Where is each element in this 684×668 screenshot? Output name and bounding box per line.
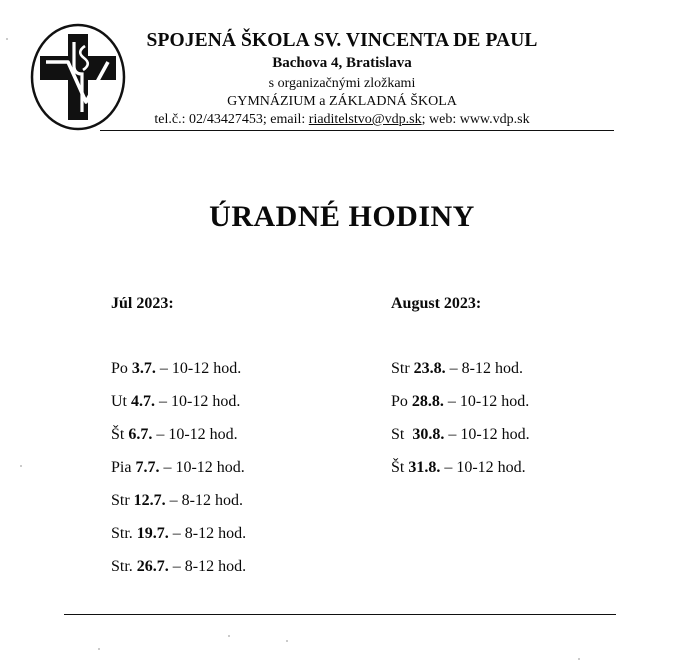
contact-email-link[interactable]: riaditelstvo@vdp.sk: [308, 112, 422, 127]
month-heading-august: August 2023:: [391, 295, 482, 312]
school-types-line: GYMNÁZIUM a ZÁKLADNÁ ŠKOLA: [227, 94, 457, 109]
list-item: Ut 4.7. – 10-12 hod.: [111, 393, 241, 410]
school-emblem-icon: [28, 22, 128, 132]
list-item: Str. 26.7. – 8-12 hod.: [111, 558, 247, 575]
list-item: Str 23.8. – 8-12 hod.: [391, 360, 523, 377]
list-item: Str 12.7. – 8-12 hod.: [111, 492, 243, 509]
list-item: Št 6.7. – 10-12 hod.: [111, 426, 238, 443]
scan-speck: [20, 465, 22, 467]
contact-phone-text: tel.č.: 02/43427453; email:: [154, 112, 309, 127]
school-name: SPOJENÁ ŠKOLA SV. VINCENTA DE PAUL: [146, 30, 538, 51]
contact-line: [132, 112, 552, 128]
list-item: St 30.8. – 10-12 hod.: [391, 426, 530, 443]
list-item: Str. 19.7. – 8-12 hod.: [111, 525, 247, 542]
organizational-units-line: s organizačnými zložkami: [268, 76, 416, 91]
list-item: Pia 7.7. – 10-12 hod.: [111, 459, 245, 476]
contact-web-text: ; web: www.vdp.sk: [421, 112, 530, 127]
scan-speck: [578, 658, 580, 660]
july-hours-list: [111, 358, 246, 589]
scan-speck: [228, 635, 230, 637]
document-title: ÚRADNÉ HODINY: [209, 200, 475, 233]
scan-speck: [6, 38, 8, 40]
list-item: Po 28.8. – 10-12 hod.: [391, 393, 530, 410]
school-logo: [28, 22, 128, 132]
scan-speck: [98, 648, 100, 650]
footer-divider: [64, 614, 616, 615]
month-heading-july: Júl 2023:: [111, 295, 174, 312]
list-item: Št 31.8. – 10-12 hod.: [391, 459, 526, 476]
list-item: Po 3.7. – 10-12 hod.: [111, 360, 242, 377]
scan-speck: [286, 640, 288, 642]
august-hours-list: [391, 358, 530, 490]
school-address: Bachova 4, Bratislava: [272, 55, 412, 71]
header-divider: [100, 130, 614, 131]
